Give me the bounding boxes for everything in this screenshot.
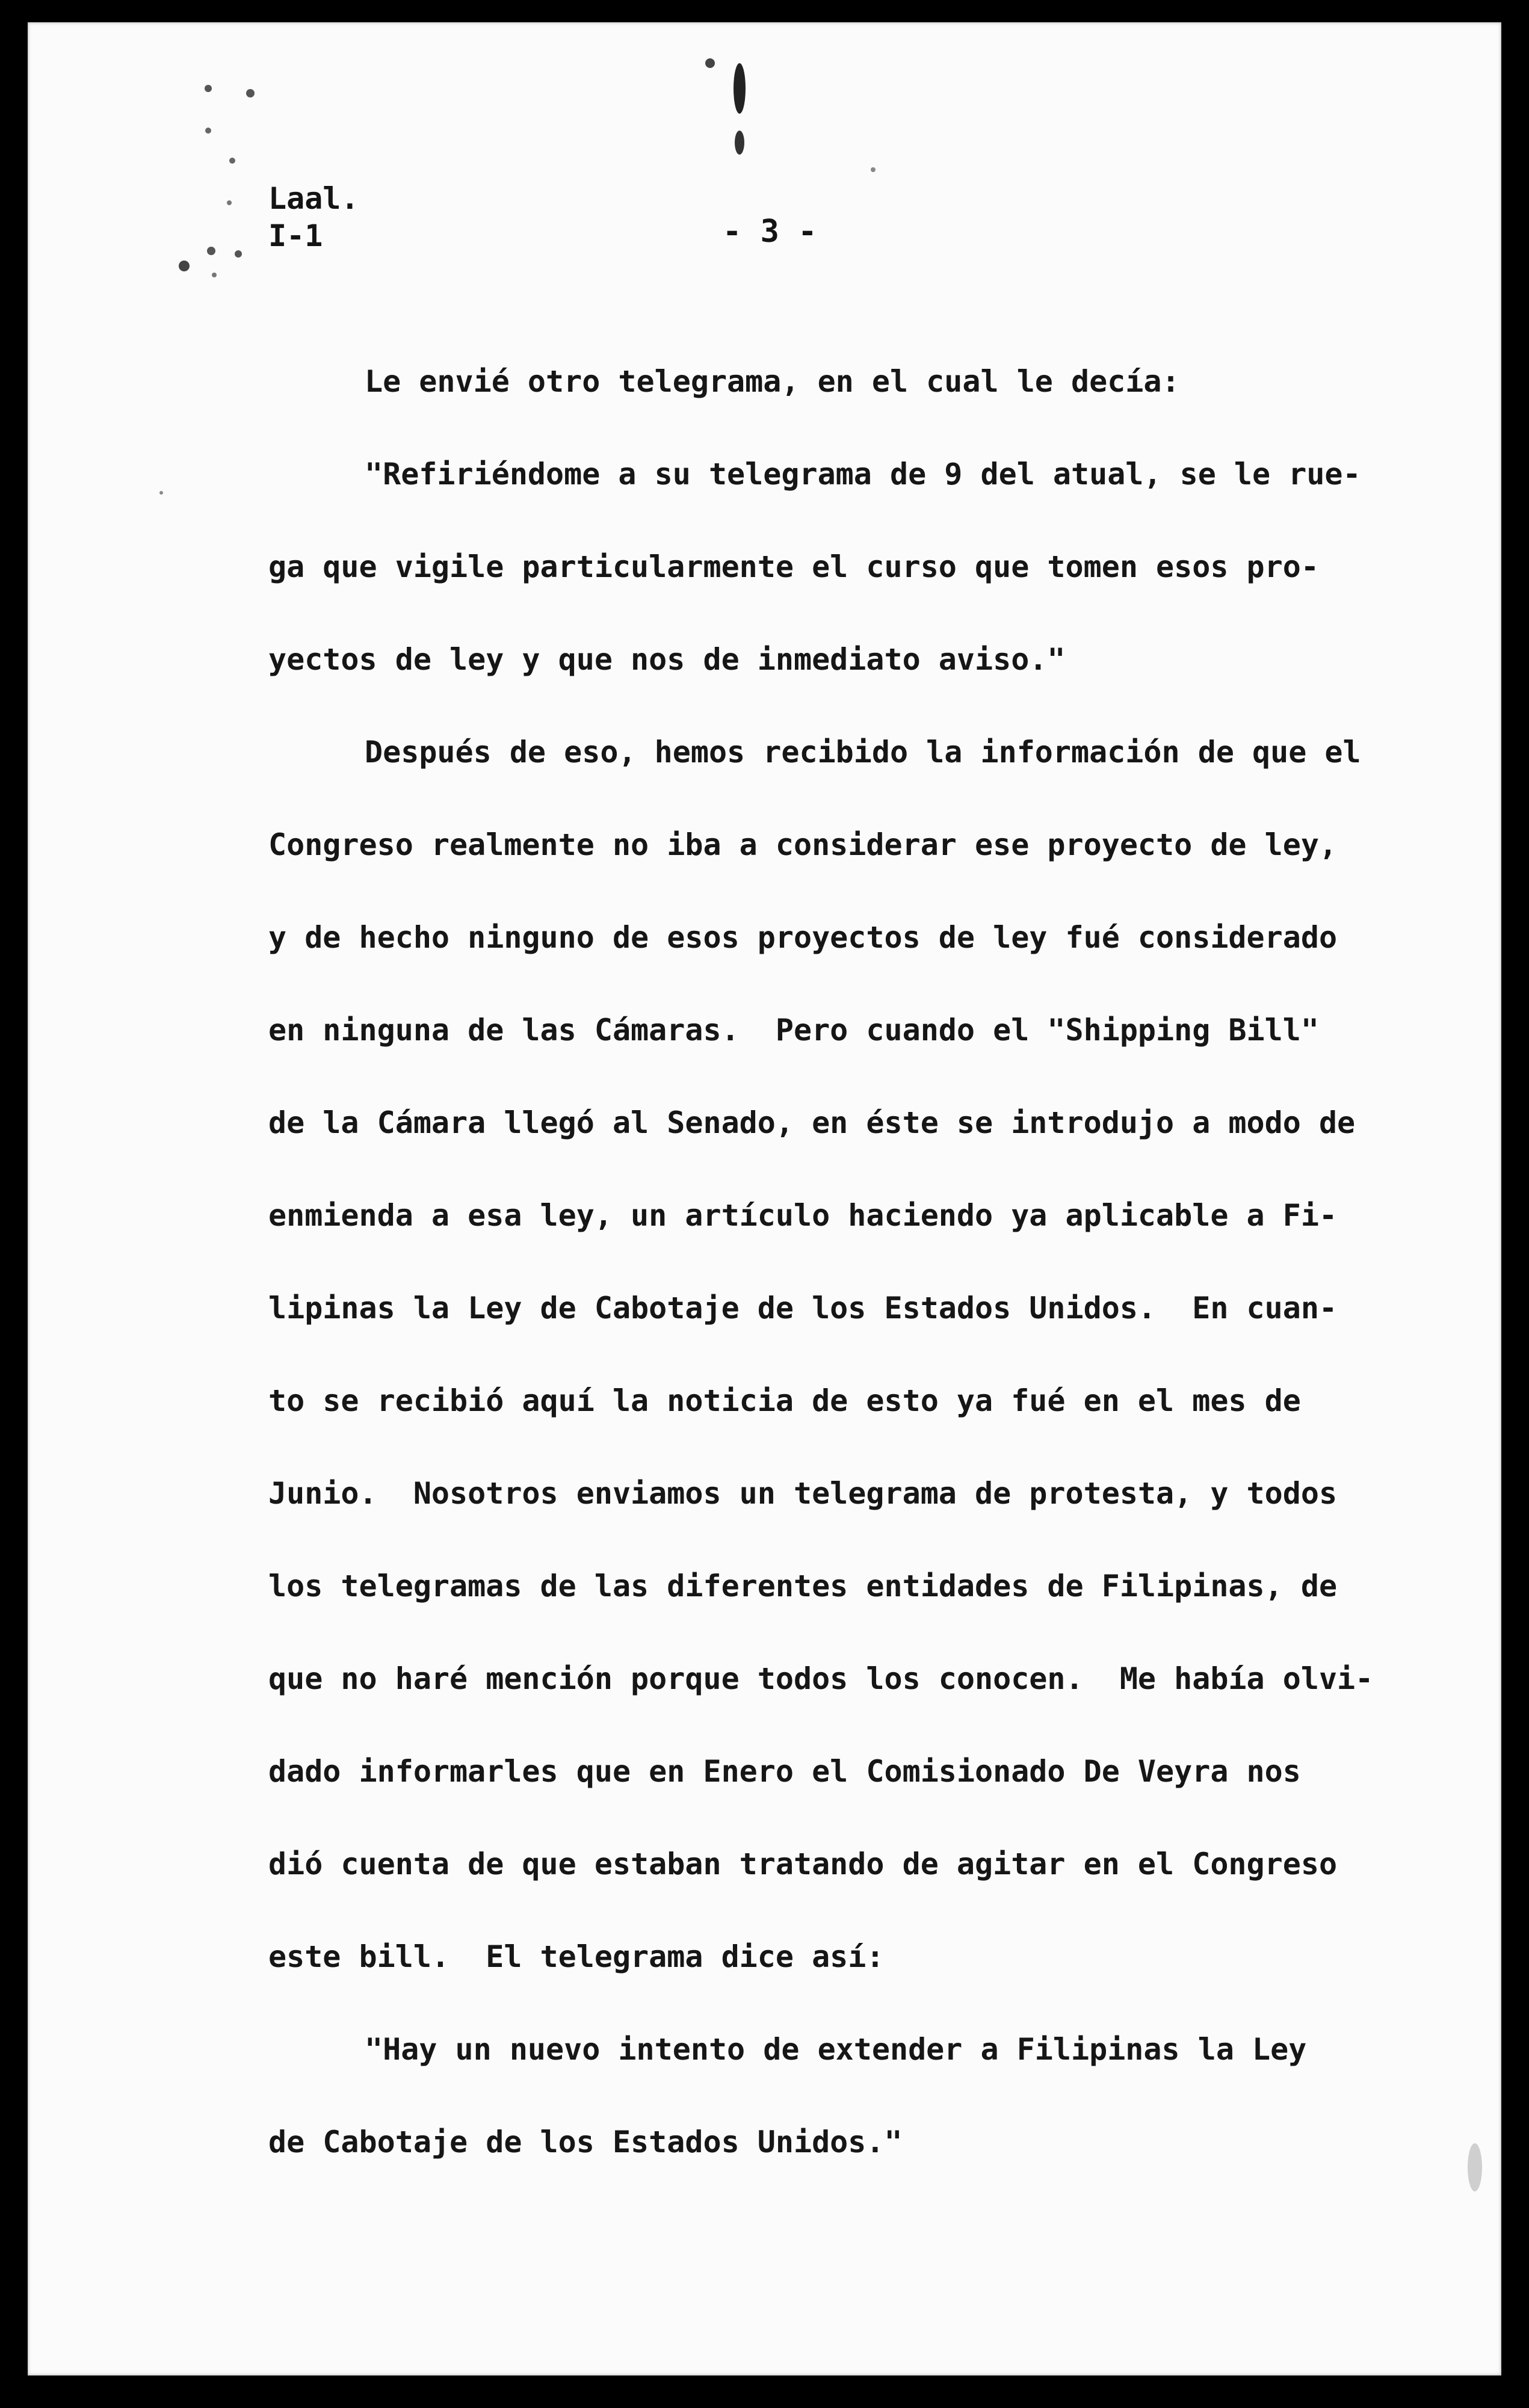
text-line: Le envié otro telegrama, en el cual le decía: (365, 364, 1180, 399)
reference-line-2: I-1 (268, 218, 323, 253)
text-line: dado informarles que en Enero el Comisionado De Veyra nos (268, 1754, 1301, 1789)
text-line: de Cabotaje de los Estados Unidos." (268, 2125, 903, 2159)
document-page (28, 22, 1501, 2376)
text-line: en ninguna de las Cámaras. Pero cuando el "Shipping Bill" (268, 1013, 1319, 1048)
text-line: lipinas la Ley de Cabotaje de los Estados Unidos. En cuan- (268, 1291, 1338, 1326)
text-line: Después de eso, hemos recibido la información de que el (365, 735, 1361, 770)
text-line: "Hay un nuevo intento de extender a Filipinas la Ley (365, 2032, 1307, 2067)
text-line: dió cuenta de que estaban tratando de agitar en el Congreso (268, 1847, 1338, 1882)
page-number: - 3 - (723, 214, 817, 250)
text-line: de la Cámara llegó al Senado, en éste se introdujo a modo de (268, 1105, 1356, 1140)
text-line: to se recibió aquí la noticia de esto ya fué en el mes de (268, 1383, 1301, 1418)
text-line: y de hecho ninguno de esos proyectos de ley fué considerado (268, 920, 1338, 955)
reference-line-1: Laal. (268, 181, 359, 216)
text-line: "Refiriéndome a su telegrama de 9 del atual, se le rue- (365, 457, 1361, 492)
text-line: que no haré mención porque todos los conocen. Me había olvi- (268, 1661, 1374, 1696)
document-reference (268, 180, 359, 255)
text-line: yectos de ley y que nos de inmediato aviso." (268, 642, 1066, 677)
document-body (268, 335, 1412, 2188)
text-line: ga que vigile particularmente el curso que tomen esos pro- (268, 549, 1319, 584)
text-line: Congreso realmente no iba a considerar ese proyecto de ley, (268, 827, 1338, 862)
text-line: enmienda a esa ley, un artículo haciendo ya aplicable a Fi- (268, 1198, 1338, 1233)
text-line: este bill. El telegrama dice así: (268, 1939, 885, 1974)
text-line: los telegramas de las diferentes entidades de Filipinas, de (268, 1569, 1338, 1604)
text-line: Junio. Nosotros enviamos un telegrama de protesta, y todos (268, 1476, 1338, 1511)
